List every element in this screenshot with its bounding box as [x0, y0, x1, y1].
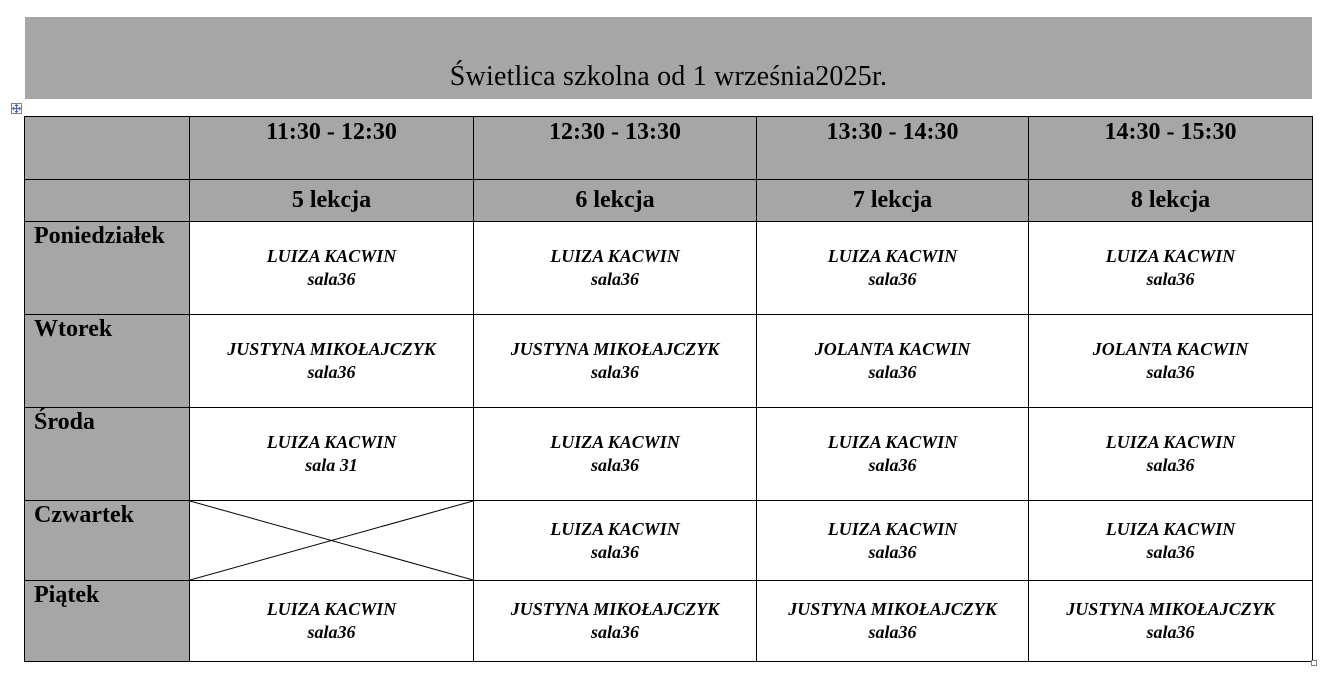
- day-label: Czwartek: [25, 501, 190, 581]
- teacher-name: LUIZA KACWIN: [266, 599, 397, 619]
- lesson-header: 6 lekcja: [474, 180, 757, 222]
- schedule-table: [24, 116, 1313, 662]
- schedule-cell: [757, 501, 1029, 581]
- day-row-tuesday: [25, 315, 1313, 408]
- teacher-name: JOLANTA KACWIN: [814, 339, 971, 359]
- page-title: Świetlica szkolna od 1 września2025r.: [449, 61, 888, 92]
- schedule-cell: [1029, 222, 1313, 315]
- time-slot-header: 11:30 - 12:30: [190, 117, 474, 180]
- cross-out-icon: [190, 501, 473, 580]
- teacher-name: JUSTYNA MIKOŁAJCZYK: [788, 599, 997, 619]
- schedule-cell: [474, 581, 757, 662]
- schedule-cell: [190, 408, 474, 501]
- teacher-name: JOLANTA KACWIN: [1092, 339, 1249, 359]
- teacher-name: LUIZA KACWIN: [827, 518, 958, 539]
- schedule-cell: [757, 315, 1029, 408]
- schedule-cell: [474, 408, 757, 501]
- day-row-wednesday: [25, 408, 1313, 501]
- teacher-name: JUSTYNA MIKOŁAJCZYK: [510, 339, 720, 359]
- lesson-header: 8 lekcja: [1029, 180, 1313, 222]
- day-row-thursday: [25, 501, 1313, 581]
- room-label: sala36: [307, 622, 356, 642]
- room-label: sala36: [1146, 455, 1195, 475]
- schedule-cell: [757, 581, 1029, 662]
- teacher-name: JUSTYNA MIKOŁAJCZYK: [510, 599, 720, 619]
- room-label: sala36: [590, 362, 639, 382]
- teacher-name: LUIZA KACWIN: [1105, 432, 1236, 452]
- room-label: sala36: [590, 622, 639, 642]
- teacher-name: LUIZA KACWIN: [550, 518, 680, 539]
- room-label: sala36: [868, 541, 917, 562]
- teacher-name: LUIZA KACWIN: [550, 432, 680, 452]
- lesson-header-row: [25, 180, 1313, 222]
- room-label: sala36: [1146, 269, 1195, 289]
- room-label: sala36: [590, 269, 639, 289]
- day-label: Poniedziałek: [25, 222, 190, 315]
- teacher-name: LUIZA KACWIN: [266, 246, 397, 266]
- schedule-cell: [474, 501, 757, 581]
- room-label: sala36: [868, 362, 917, 382]
- lesson-header: 5 lekcja: [190, 180, 474, 222]
- schedule-cell: [757, 222, 1029, 315]
- schedule-cell: [1029, 408, 1313, 501]
- schedule-cell: [1029, 501, 1313, 581]
- room-label: sala36: [868, 455, 917, 475]
- room-label: sala36: [307, 362, 356, 382]
- teacher-name: LUIZA KACWIN: [266, 432, 397, 452]
- schedule-cell: [190, 222, 474, 315]
- room-label: sala36: [590, 541, 639, 562]
- room-label: sala36: [590, 455, 639, 475]
- schedule-cell: [190, 315, 474, 408]
- teacher-name: LUIZA KACWIN: [827, 246, 958, 266]
- corner-cell: [25, 180, 190, 222]
- day-label: Wtorek: [25, 315, 190, 408]
- time-slot-header: 12:30 - 13:30: [474, 117, 757, 180]
- schedule-cell: [1029, 581, 1313, 662]
- time-slot-header: 13:30 - 14:30: [757, 117, 1029, 180]
- room-label: sala36: [868, 269, 917, 289]
- time-header-row: [25, 117, 1313, 180]
- room-label: sala36: [868, 622, 917, 642]
- table-move-handle-icon[interactable]: [11, 103, 22, 114]
- teacher-name: LUIZA KACWIN: [1105, 246, 1236, 266]
- day-label: Środa: [25, 408, 190, 501]
- teacher-name: LUIZA KACWIN: [1105, 518, 1236, 539]
- day-label: Piątek: [25, 581, 190, 662]
- schedule-cell: [1029, 315, 1313, 408]
- schedule-cell: [190, 581, 474, 662]
- teacher-name: LUIZA KACWIN: [550, 246, 680, 266]
- room-label: sala36: [1146, 622, 1195, 642]
- time-slot-header: 14:30 - 15:30: [1029, 117, 1313, 180]
- empty-slot-crossed: [190, 501, 474, 581]
- corner-cell: [25, 117, 190, 180]
- room-label: sala36: [1146, 541, 1195, 562]
- schedule-cell: [757, 408, 1029, 501]
- title-banner: [25, 17, 1312, 99]
- teacher-name: JUSTYNA MIKOŁAJCZYK: [227, 339, 436, 359]
- table-resize-handle[interactable]: [1311, 660, 1317, 666]
- room-label: sala36: [307, 269, 356, 289]
- schedule-cell: [474, 222, 757, 315]
- move-arrows-icon: [12, 104, 21, 113]
- room-label: sala36: [1146, 362, 1195, 382]
- day-row-friday: [25, 581, 1313, 662]
- teacher-name: JUSTYNA MIKOŁAJCZYK: [1066, 599, 1275, 619]
- day-row-monday: [25, 222, 1313, 315]
- teacher-name: LUIZA KACWIN: [827, 432, 958, 452]
- schedule-cell: [474, 315, 757, 408]
- lesson-header: 7 lekcja: [757, 180, 1029, 222]
- room-label: sala 31: [305, 455, 358, 475]
